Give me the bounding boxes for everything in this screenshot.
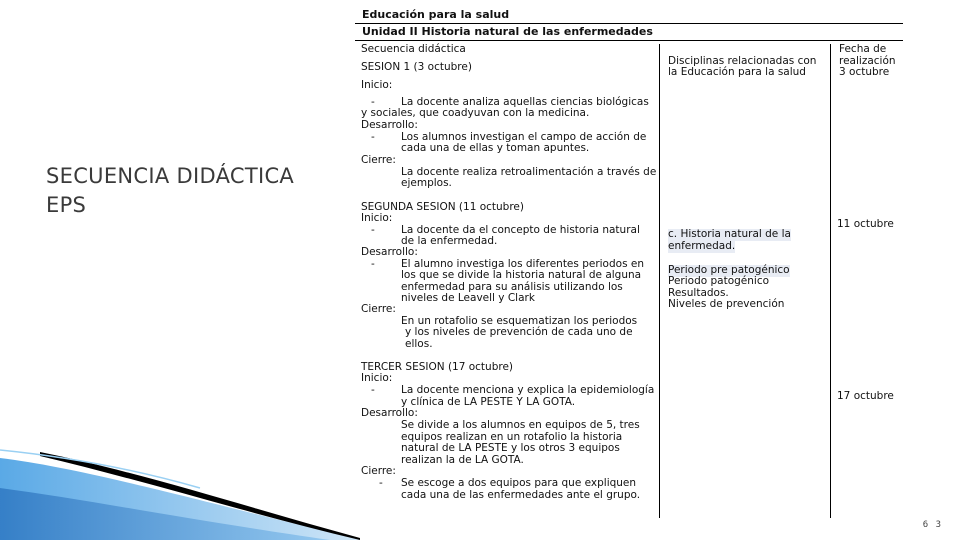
session3-cierre-label: Cierre: [361,465,396,477]
session3-title: TERCER SESION (17 octubre) [361,361,514,373]
session1-desarrollo-text1: Los alumnos investigan el campo de acción de [401,131,647,143]
session2-date: 11 octubre [837,218,894,230]
disciplines-item: Periodo pre patogénico [668,264,790,276]
session1-inicio-label: Inicio: [361,79,393,91]
subject-title: Educación para la salud [362,8,510,21]
bullet-dash: - [371,258,375,270]
session1-desarrollo-text2: cada una de ellas y toman apuntes. [401,142,590,154]
session3-desarrollo-label: Desarrollo: [361,407,418,419]
session1-inicio-text1: La docente analiza aquellas ciencias biológicas [401,96,649,108]
disciplines-item: Niveles de prevención [668,298,785,310]
session2-desarrollo-text2: los que se divide la historia natural de alguna [401,269,642,281]
session2-cierre-text2: y los niveles de prevención de cada uno de [405,326,633,338]
disciplines-header-line2: la Educación para la salud [668,66,806,78]
slide-title-line1: SECUENCIA DIDÁCTICA [46,164,295,188]
session3-inicio-text1: La docente menciona y explica la epidemiología [401,384,655,396]
decorative-swoosh [0,448,360,540]
session3-inicio-label: Inicio: [361,372,393,384]
session2-desarrollo-label: Desarrollo: [361,246,418,258]
session1-title: SESION 1 (3 octubre) [361,61,472,73]
unit-title: Unidad II Historia natural de las enfermedades [362,25,653,38]
session2-inicio-text2: de la enfermedad. [401,235,498,247]
divider [355,23,903,24]
session2-cierre-text1: En un rotafolio se esquematizan los periodos [401,315,638,327]
session2-inicio-label: Inicio: [361,212,393,224]
bullet-dash: - [379,477,383,489]
bullet-dash: - [371,96,375,108]
column-divider [830,44,831,518]
column-divider [659,44,660,518]
session1-date: 3 octubre [839,66,890,78]
disciplines-item: enfermedad. [668,240,736,252]
session3-cierre-text2: cada una de las enfermedades ante el grupo. [401,489,641,501]
disciplines-item: Periodo patogénico [668,275,770,287]
bullet-dash: - [371,224,375,236]
session1-inicio-text2: y sociales, que coadyuvan con la medicina. [361,107,590,119]
divider [355,40,903,41]
session3-desarrollo-text3: natural de LA PESTE y los otros 3 equipos [401,442,620,454]
session3-desarrollo-text4: realizan la de LA GOTA. [401,454,524,466]
session2-desarrollo-text1: El alumno investiga los diferentes periodos en [401,258,644,270]
session1-desarrollo-label: Desarrollo: [361,119,418,131]
sequence-header: Secuencia didáctica [361,43,466,55]
session2-cierre-text3: ellos. [405,338,433,350]
session3-cierre-text1: Se escoge a dos equipos para que expliquen [401,477,637,489]
session3-inicio-text2: y clínica de LA PESTE Y LA GOTA. [401,396,576,408]
session1-cierre-text1: La docente realiza retroalimentación a través de [401,166,657,178]
session3-date: 17 octubre [837,390,894,402]
bullet-dash: - [371,131,375,143]
session1-cierre-label: Cierre: [361,154,396,166]
date-header-line2: realización [839,55,896,67]
session2-cierre-label: Cierre: [361,303,396,315]
session2-desarrollo-text4: niveles de Leavell y Clark [401,292,535,304]
page-number: 6 3 [922,520,942,530]
date-header-line1: Fecha de [839,43,887,55]
session3-desarrollo-text2: equipos realizan en un rotafolio la historia [401,431,623,443]
session-sequence-document [355,0,903,518]
session2-inicio-text1: La docente da el concepto de historia natural [401,224,640,236]
disciplines-item: c. Historia natural de la [668,228,791,240]
session3-desarrollo-text1: Se divide a los alumnos en equipos de 5, tres [401,419,640,431]
disciplines-header-line1: Disciplinas relacionadas con [668,55,817,67]
slide-title-line2: EPS [46,193,87,217]
bullet-dash: - [371,384,375,396]
session2-desarrollo-text3: enfermedad para su análisis utilizando los [401,281,623,293]
slide-title [46,162,294,220]
session2-title: SEGUNDA SESION (11 octubre) [361,201,524,213]
session1-cierre-text2: ejemplos. [401,177,452,189]
disciplines-item: Resultados. [668,287,729,299]
